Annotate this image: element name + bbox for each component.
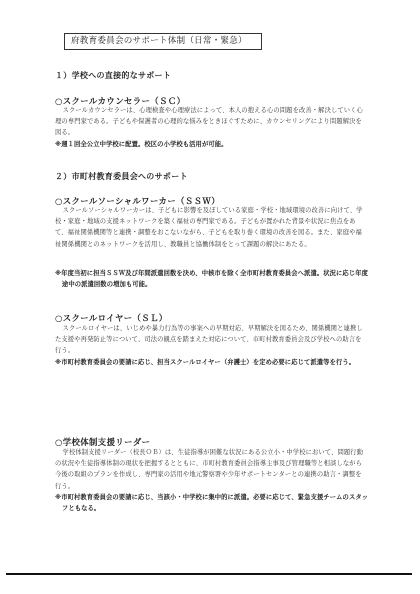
note-school-counselor: ※週１回全公立中学校に配置。校区の小学校も活用が可能。 [55, 141, 228, 148]
note-school-lawyer: ※市町村教育委員会の要請に応じ、担当スクールロイヤー（弁護士）を定め必要に応じて派遣等を行う。 [55, 359, 356, 366]
section-heading-direct-support: １）学校への直接的なサポート [55, 71, 172, 80]
section-heading-municipal-support: ２）市町村教育委員会へのサポート [55, 172, 188, 181]
document-title-box [64, 33, 262, 50]
paragraph-school-lawyer: スクールロイヤーは、いじめや暴力行為等の事案への早期対応、早期解決を図るため、関係機関と連携した支援や再発防止等について、司法の観点を踏まえた対応について、市町村教育委員会及び学校への助言を行う。 [55, 325, 363, 355]
paragraph-support-leader: 学校体制支援リーダー（校長ＯＢ）は、生徒指導が困難な状況にある公立小・中学校において、問題行動の状況や生徒指導体制の現状を把握するとともに、市町村教育委員会指導主事及び管理職等と相談しながら今後の取組のプランを作成し、専門家の活用や地元警察署や少年サポートセンターとの連携の助言・調整を行う。 [55, 449, 364, 490]
document-title: 府教育委員会のサポート体制（日常・緊急） [71, 36, 247, 46]
note-school-social-worker: ※年度当初に担当ＳＳＷ及び年間派遣回数を決め、中核市を除く全市町村教育委員会へ派遣。状況に応じ年度途中の派遣回数の増加も可能。 [55, 270, 369, 289]
item-title-school-counselor: ○スクールカウンセラー（ＳＣ） [55, 96, 186, 106]
paragraph-school-social-worker: スクールソーシャルワーカーは、子どもに影響を及ぼしている家庭・学校・地域環境の改善に向けて、学校・家庭・地域の支援ネットワークを築く福祉の専門家である。子どもが置かれた背景や状況に焦点をあて、福祉関係機関等と連携・調整をおこないながら、子どもを取り巻く環境の改善を図る。また、家庭や福祉関係機関とのネットワークを活用し、教職員と協働体制をとって課題の解決にあたる。 [55, 207, 363, 248]
footer-rule [6, 573, 412, 575]
item-title-school-lawyer: ○スクールロイヤー（ＳＬ） [55, 313, 168, 323]
paragraph-school-counselor: スクールカウンセラーは、心理検査や心理療法によって、本人の抱える心の問題を改善・解決していく心理の専門家である。子どもや保護者の心理的な悩みをときほぐすために、カウンセリングにより問題解決を図る。 [55, 107, 363, 137]
note-support-leader: ※市町村教育委員会の要請に応じ、当該小・中学校に集中的に派遣。必要に応じて、緊急支援チームのスタッフともなる。 [55, 494, 369, 513]
item-title-school-social-worker: ○スクールソーシャルワーカー（ＳＳＷ） [55, 196, 220, 206]
item-title-support-leader: ○学校体制支援リーダー [55, 437, 151, 447]
